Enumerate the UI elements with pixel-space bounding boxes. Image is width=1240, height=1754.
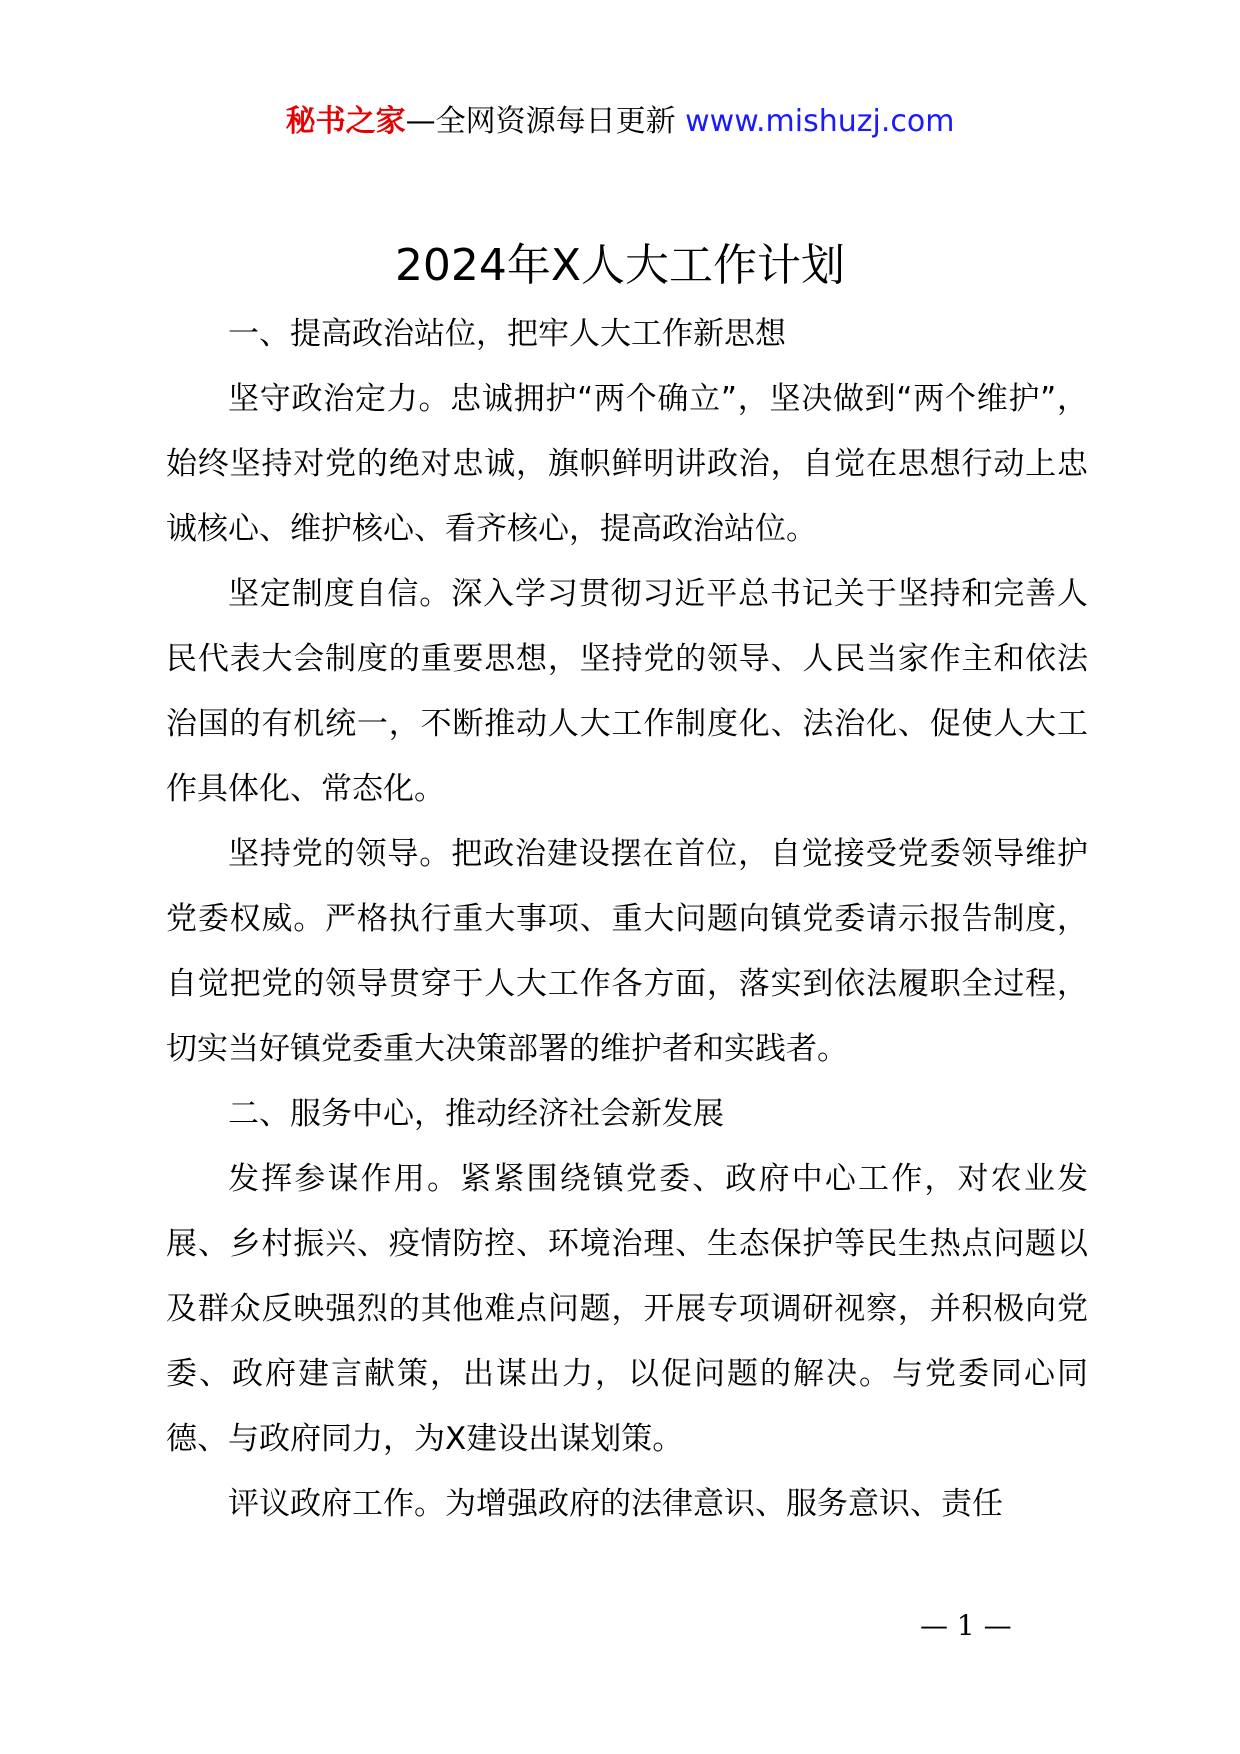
brand-name: 秘书之家 [285, 104, 406, 139]
page-number: — 1 — [920, 1609, 1012, 1642]
paragraph: 坚定制度自信。深入学习贯彻习近平总书记关于坚持和完善人民代表大会制度的重要思想，坚持党的领导、人民当家作主和依法治国的有机统一，不断推动人大工作制度化、法治化、促使人大工作具体化、常态化。 [166, 576, 1088, 807]
site-url-link[interactable]: www.mishuzj.com [685, 104, 955, 139]
paragraph: 评议政府工作。为增强政府的法律意识、服务意识、责任 [228, 1486, 1003, 1522]
document-title: 2024年X人大工作计划 [394, 240, 846, 291]
section-heading-1: 一、提高政治站位，把牢人大工作新思想 [228, 316, 786, 352]
site-header [0, 100, 1240, 144]
paragraph: 坚守政治定力。忠诚拥护“两个确立”，坚决做到“两个维护”，始终坚持对党的绝对忠诚，旗帜鲜明讲政治，自觉在思想行动上忠诚核心、维护核心、看齐核心，提高政治站位。 [166, 381, 1088, 547]
section-heading-2: 二、服务中心，推动经济社会新发展 [228, 1096, 724, 1132]
document-body [166, 302, 1088, 1537]
paragraph: 坚持党的领导。把政治建设摆在首位，自觉接受党委领导维护党委权威。严格执行重大事项、重大问题向镇党委请示报告制度，自觉把党的领导贯穿于人大工作各方面，落实到依法履职全过程，切实当好镇党委重大决策部署的维护者和实践者。 [166, 836, 1088, 1067]
header-slogan: —全网资源每日更新 [405, 104, 676, 139]
paragraph: 发挥参谋作用。紧紧围绕镇党委、政府中心工作，对农业发展、乡村振兴、疫情防控、环境治理、生态保护等民生热点问题以及群众反映强烈的其他难点问题，开展专项调研视察，并积极向党委、政府建言献策，出谋出力，以促问题的解决。与党委同心同德、与政府同力，为X建设出谋划策。 [166, 1161, 1088, 1457]
